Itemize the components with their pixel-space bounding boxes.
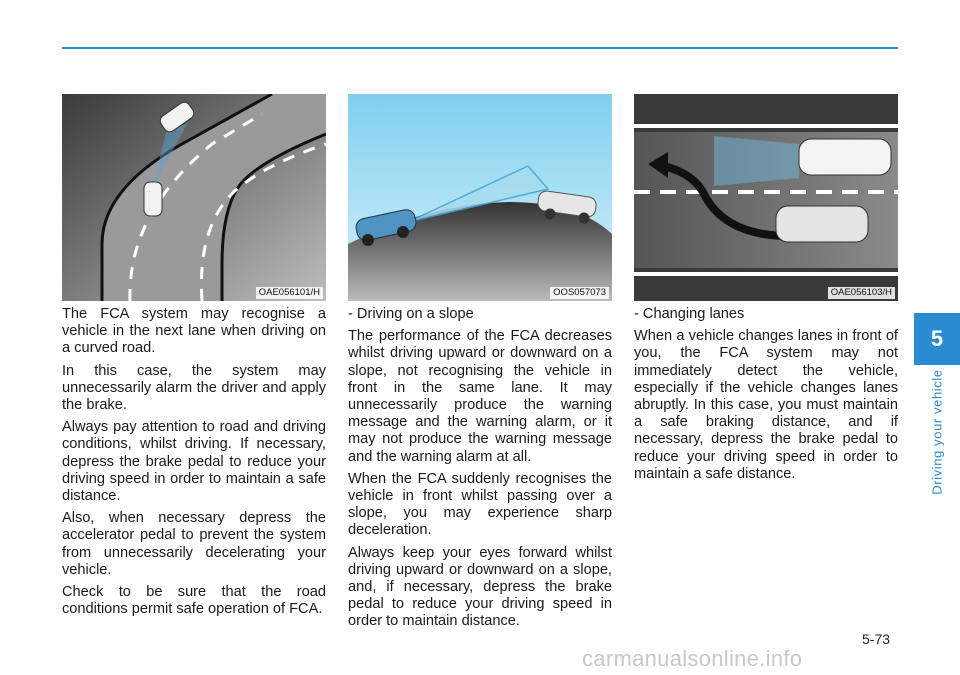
text-column-3 xyxy=(634,306,898,488)
figure-code: OAE056101/H xyxy=(256,287,323,299)
chapter-title: Driving your vehicle xyxy=(929,369,945,495)
page-number: 5-73 xyxy=(862,631,891,647)
paragraph: Check to be sure that the road conditions permit safe operation of FCA. xyxy=(62,584,326,618)
subheading: - Changing lanes xyxy=(634,306,745,322)
chapter-tab: 5 xyxy=(914,313,960,365)
top-rule xyxy=(62,47,898,49)
paragraph: When a vehicle changes lanes in front of you, the FCA system may not immediately detect the vehicle, especially if the vehicle changes lanes abruptly. In this case, you must maintain a safe braking distance, and if necessary, depress the brake pedal to reduce your driving speed in order to maintain a safe distance. xyxy=(634,328,898,482)
curved-road-illustration xyxy=(62,94,326,301)
paragraph: Always keep your eyes forward whilst driving upward or downward on a slope, and, if necessary, depress the brake pedal to reduce your driving speed in order to maintain distance. xyxy=(348,544,612,630)
lane-change-illustration xyxy=(634,94,898,301)
slope-illustration xyxy=(348,94,612,301)
figure-code: OAE056103/H xyxy=(828,287,895,299)
figure-code: OOS057073 xyxy=(550,287,609,299)
paragraph: When the FCA suddenly recognises the vehicle in front whilst passing over a slope, you may experience sharp deceleration. xyxy=(348,470,612,539)
figure-lane-change xyxy=(634,94,898,301)
figure-curved-road xyxy=(62,94,326,301)
text-column-2 xyxy=(348,306,612,636)
subheading: - Driving on a slope xyxy=(348,306,474,322)
watermark: carmanualsonline.info xyxy=(582,646,803,671)
paragraph: Always pay attention to road and driving conditions, whilst driving. If necessary, depress the brake pedal to reduce your driving speed in order to maintain a safe distance. xyxy=(62,419,326,505)
paragraph: Also, when necessary depress the accelerator pedal to prevent the system from unnecessarily decelerating your vehicle. xyxy=(62,510,326,578)
paragraph: The performance of the FCA decreases whilst driving upward or downward on a slope, not recognising the vehicle in front in the same lane. It may unnecessarily produce the warning message and the warning alarm, or it may not produce the warning message and the warning alarm at all. xyxy=(348,328,612,465)
paragraph: The FCA system may recognise a vehicle in the next lane when driving on a curved road. xyxy=(62,306,326,357)
figure-slope xyxy=(348,94,612,301)
paragraph: In this case, the system may unnecessarily alarm the driver and apply the brake. xyxy=(62,362,326,414)
text-column-1 xyxy=(62,306,326,623)
